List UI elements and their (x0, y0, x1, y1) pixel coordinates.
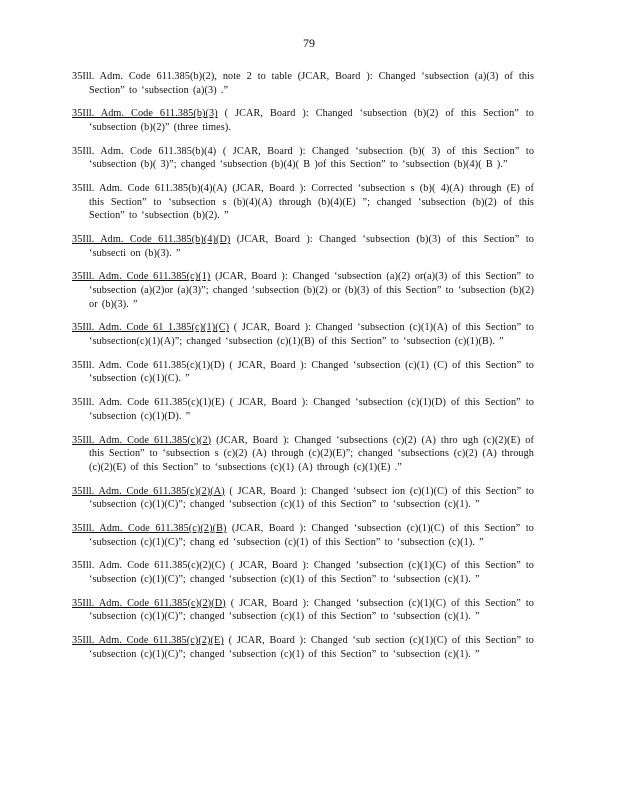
entry-text: (JCAR, Board ): Changed ‘subsection (b)(3) of this Section” to ‘subsecti on (b)(3). ” (89, 234, 534, 259)
entry-text: ( JCAR, Board ): Changed ‘sub section (c)(1)(C) of this Section” to ‘subsection (c)(1)(C)”; changed ‘subsection (c)(1) of this Section” to ‘subsection (c)(1). ” (89, 635, 534, 660)
entry-citation: 35Ill. Adm. Code 611.385(c)(2)(B) (72, 522, 227, 534)
entry-text: ( JCAR, Board ): Changed ‘subsect ion (c)(1)(C) of this Section” to ‘subsection (c)(1)(C)”; changed ‘subsection (c)(1) of this Section” to ‘subsection (c)(1). ” (89, 485, 534, 511)
amendment-entry (72, 70, 534, 97)
amendment-entry (72, 359, 534, 386)
entry-citation: 35Ill. Adm. Code 611.385(c)(2)(A) (72, 485, 225, 497)
page-number: 79 (303, 36, 315, 50)
amendment-entry (72, 107, 534, 134)
entry-text: (JCAR, Board ): Changed ‘subsections (c)(2) (A) thro ugh (c)(2)(E) of this Section” to ‘subsection s (c)(2) (A) through (c)(2)(E)”; changed ‘subsections (c)(2) (A) through (c)(2)(E) of this Section” to ‘subsections (c)(1) (A) through (c)(1)(E) .” (89, 434, 534, 473)
amendment-entry (72, 233, 534, 260)
amendment-entry (72, 270, 534, 311)
entry-citation: 35Ill. Adm. Code 611.385(c)(2) (72, 434, 212, 446)
entry-citation: 35Ill. Adm. Code 611.385(b)(2), note 2 to table (JCAR, Board ): (72, 71, 373, 82)
entry-text: ( JCAR, Board ): Changed ‘subsection (b)( 3) of this Section” to ‘subsection (b)( 3)”; changed ‘subsection (b)(4)( B )of this Section” to ‘subsection (b)(4)( B ).” (89, 145, 535, 171)
entry-citation: 35Ill. Adm. Code 611.385(c)(1)(D) (72, 359, 225, 371)
amendment-entry (72, 559, 534, 586)
amendment-entry (72, 634, 534, 661)
entry-text: (JCAR, Board ): Changed ‘subsection (a)(2) or(a)(3) of this Section” to ‘subsection (a)(2)or (a)(3)”; changed ‘subsection (b)(2) or (b)(3) of this Section” to ‘subsection (b)(2) or (b)(3). ” (89, 271, 534, 310)
entry-citation: 35Ill. Adm. Code 611.385(c)(1)(E) (72, 397, 225, 409)
amendment-entry (72, 485, 534, 512)
entry-citation: 35Ill. Adm. Code 611.385(c)(2)(E) (72, 635, 224, 647)
amendment-entry (72, 522, 534, 549)
entry-text: ( JCAR, Board ): Changed ‘subsection (c)(1)(C) of this Section” to ‘subsection (c)(1)(C)”; changed ‘subsection (c)(1) of this Section” to ‘subsection (c)(1). ” (89, 597, 534, 623)
amendment-entry (72, 182, 534, 223)
amendment-entry (72, 145, 534, 172)
entry-citation: 35Ill. Adm. Code 611.385(b)(3) (72, 108, 218, 120)
entry-text: ( JCAR, Board ): Changed ‘subsection (b)(2) of this Section” to ‘subsection (b)(2)” (three times). (89, 108, 534, 133)
entry-citation: 35Ill. Adm. Code 611.385(b)(4) (72, 145, 217, 157)
amendment-list (72, 70, 534, 670)
entry-citation: 35Ill. Adm. Code 611.385(c)(2)(C) (72, 560, 226, 572)
entry-citation: 35Ill. Adm. Code 611.385(b)(4)(D) (72, 234, 231, 246)
entry-text: Changed ‘subsection (a)(3) of this Section” to ‘subsection (a)(3) .” (89, 71, 535, 96)
entry-citation: 35Ill. Adm. Code 611.385(b)(4)(A) (72, 183, 228, 195)
entry-text: ( JCAR, Board ): Changed ‘subsection (c)(1)(D) of this Section” to ‘subsection (c)(1)(D). ” (89, 397, 534, 422)
entry-text: (JCAR, Board ): Changed ‘subsection (c)(1)(C) of this Section” to ‘subsection (c)(1)(C)”; chang ed ‘subsection (c)(1) of this Section” to ‘subsection (c)(1). ” (89, 522, 534, 548)
entry-text: ( JCAR, Board ): Changed ‘subsection (c)(1) (C) of this Section” to ‘subsection (c)(1)(C). ” (89, 359, 534, 385)
amendment-entry (72, 434, 534, 475)
amendment-entry (72, 597, 534, 624)
amendment-entry (72, 321, 534, 348)
amendment-entry (72, 396, 534, 423)
entry-text: ( JCAR, Board ): Changed ‘subsection (c)(1)(A) of this Section” to ‘subsection(c)(1)(A)”; changed ‘subsection (c)(1)(B) of this Section” to ‘subsection (c)(1)(B). ” (89, 322, 534, 348)
entry-citation: 35Ill. Adm. Code 611.385(c)(2)(D) (72, 597, 226, 609)
entry-text: ( JCAR, Board ): Changed ‘subsection (c)(1)(C) of this Section” to ‘subsection (c)(1)(C)”; changed ‘subsection (c)(1) of this Section” to ‘subsection (c)(1). ” (89, 560, 534, 585)
entry-citation: 35Ill. Adm. Code 61 1.385(c)(1)(C) (72, 322, 230, 334)
entry-text: (JCAR, Board ): Corrected ‘subsection s (b)( 4)(A) through (E) of this Section” to ‘subsection s (b)(4)(A) through (b)(4)(E) ”; changed ‘subsection (b)(2) of this Section” to ‘subsection (b)(2). ” (89, 183, 534, 222)
entry-citation: 35Ill. Adm. Code 611.385(c)(1) (72, 271, 211, 283)
